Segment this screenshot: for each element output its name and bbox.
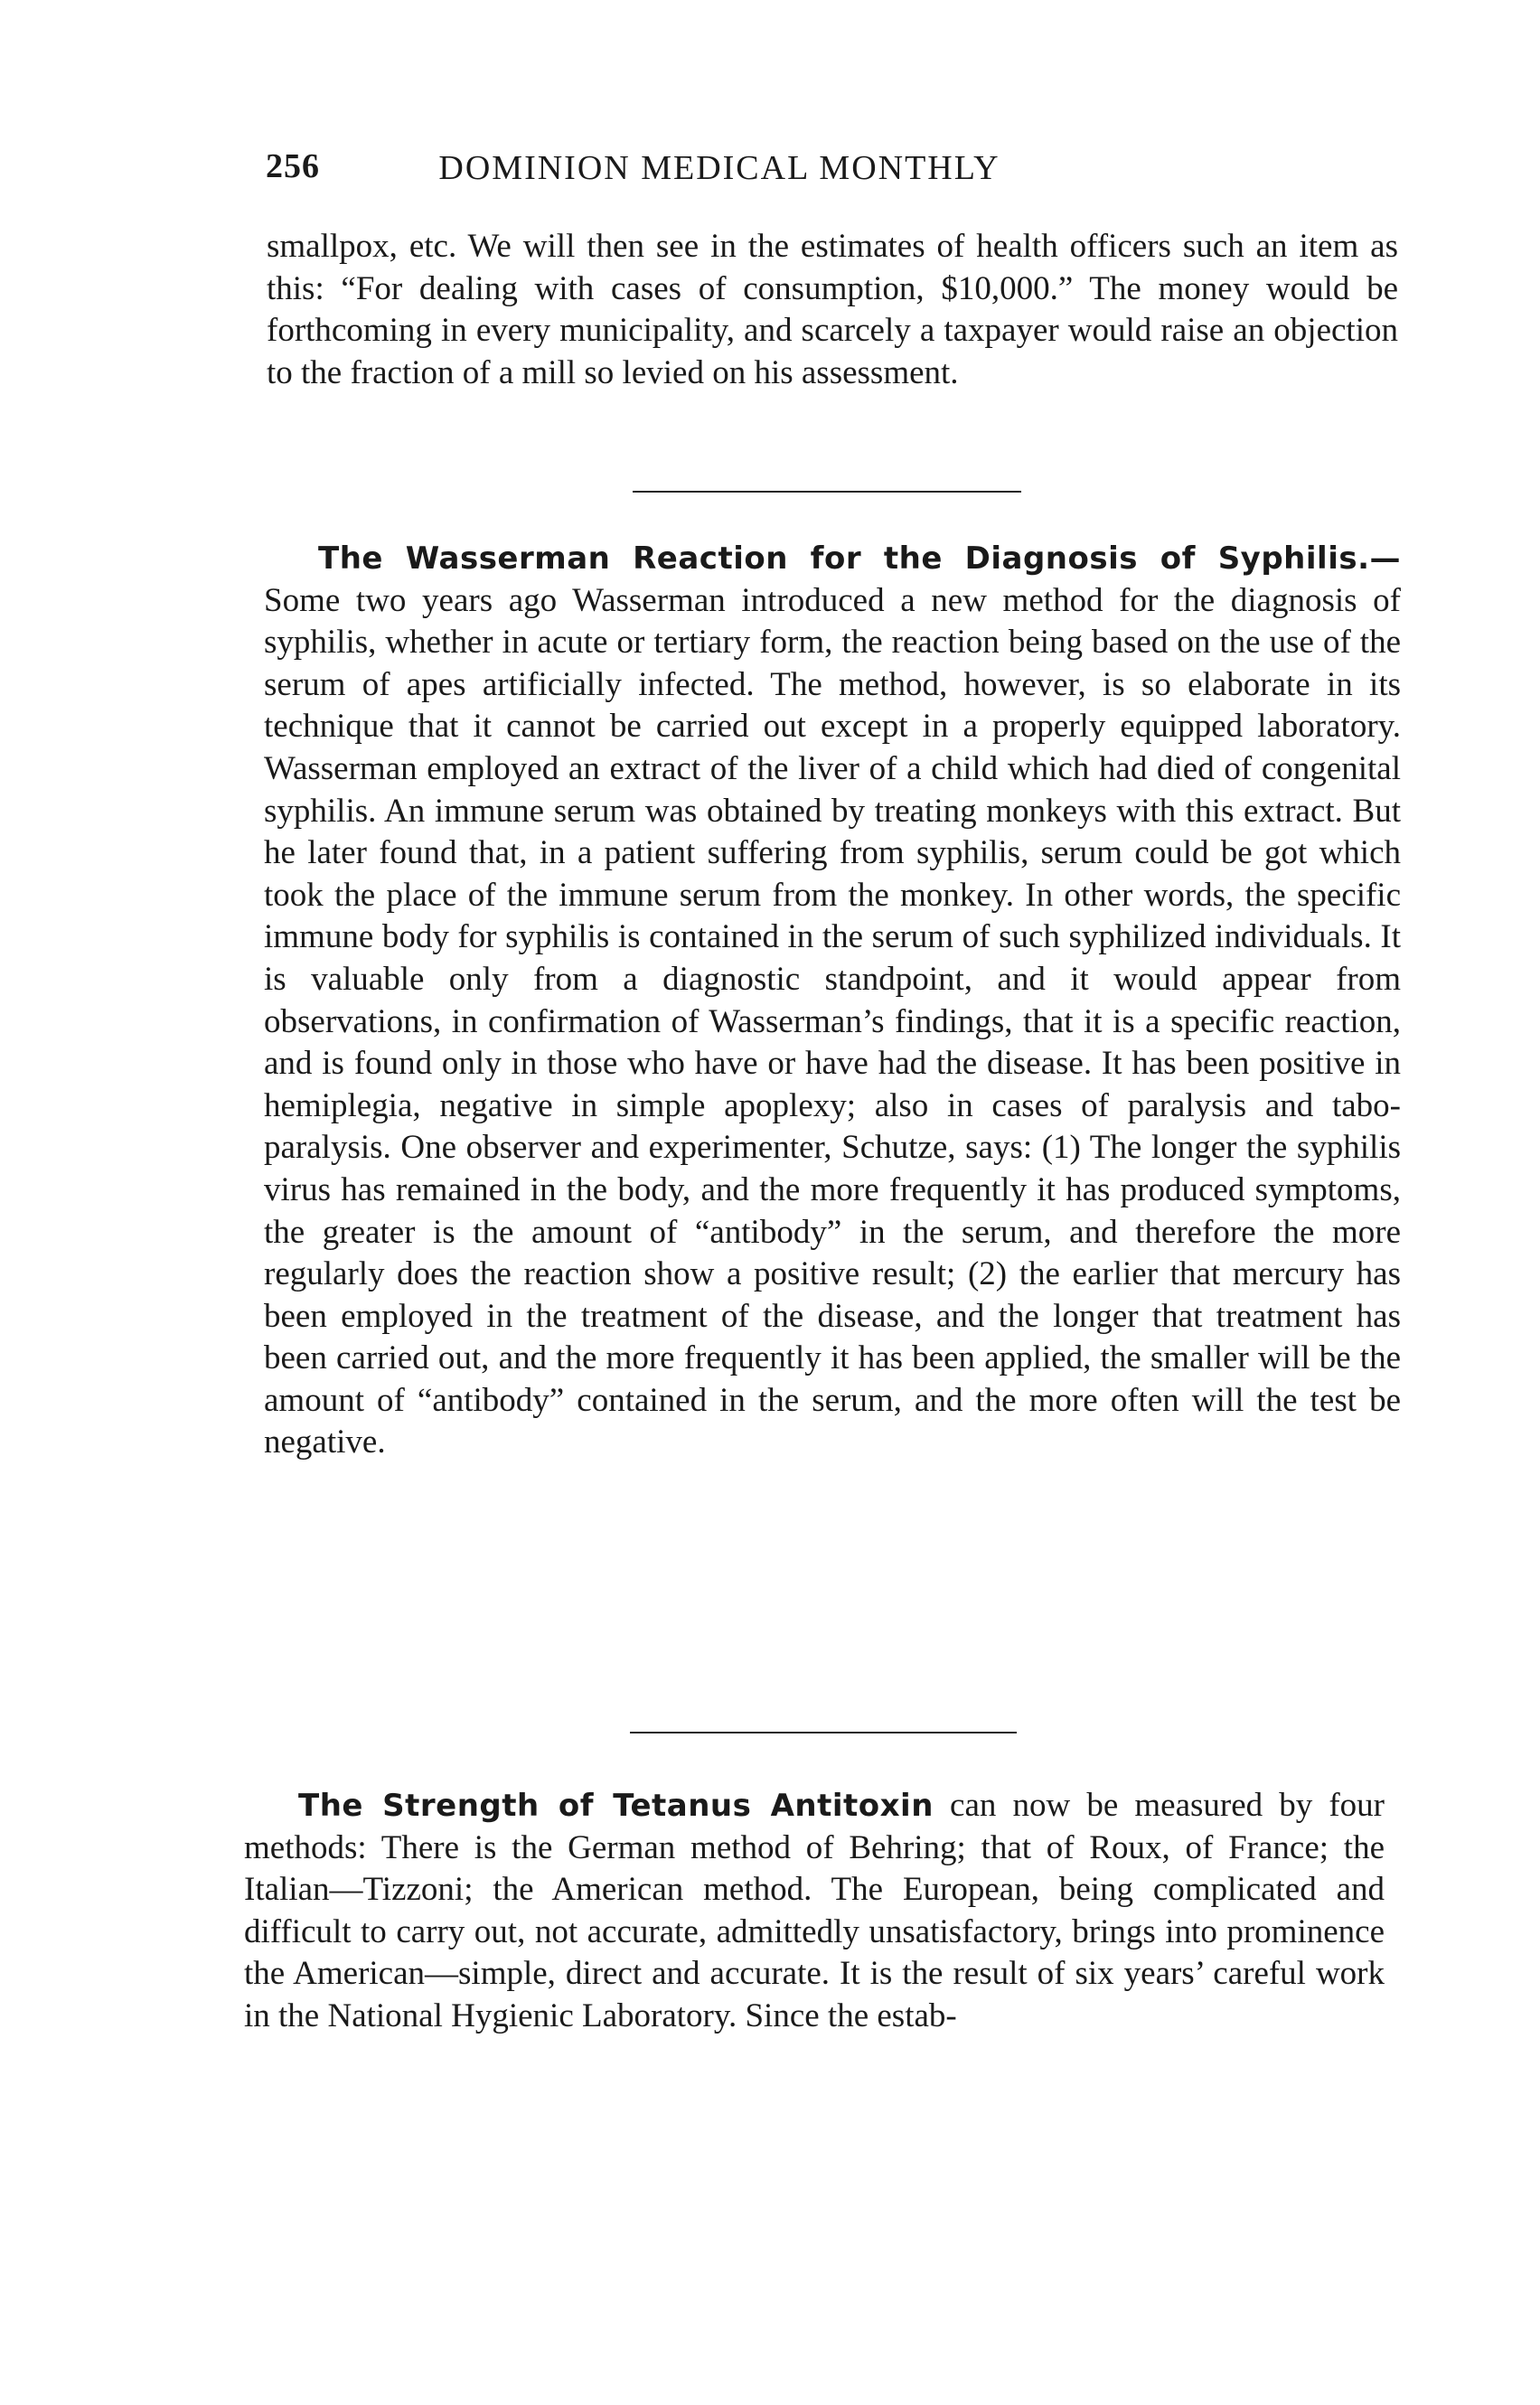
running-head xyxy=(262,146,1177,192)
section-divider xyxy=(630,1732,1017,1733)
journal-title: DOMINION MEDICAL MONTHLY xyxy=(438,149,1000,187)
paragraph-text: smallpox, etc. We will then see in the estimates of health officers such an item as this: “For dealing with cases of consumption, $10,000.” The money would be forthcoming in every municipality, and scarcely a taxpayer would raise an objection to the fraction of a mill so levied on his assessment. xyxy=(267,228,1398,391)
article-tetanus-paragraph xyxy=(244,1785,1385,2038)
paragraph-text: can now be measured by four methods: There is the German method of Behring; that of Roux, of France; the Italian—Tizzoni; the American method. The European, being complicated and difficult to carry out, not accurate, admittedly unsatisfactory, brings into prominence the American—simple, direct and accurate. It is the result of six years’ careful work in the National Hygienic Laboratory. Since the estab- xyxy=(244,1787,1385,2034)
section-divider xyxy=(633,491,1021,493)
page-number: 256 xyxy=(266,147,320,185)
paragraph-text: Some two years ago Wasserman introduced a new method for the diagnosis of syphilis, whether in acute or tertiary form, the reaction being based on the use of the serum of apes artificially infected. The method, however, is so elaborate in its technique that it cannot be carried out except in a properly equipped laboratory. Wasserman employed an extract of the liver of a child which had died of congenital syphilis. An immune serum was obtained by treating monkeys with this extract. But he later found that, in a patient suffering from syphilis, serum could be got which took the place of the immune serum from the monkey. In other words, the specific immune body for syphilis is contained in the serum of such syphilized individuals. It is valuable only from a diagnostic standpoint, and it would appear from observations, in confirmation of Wasserman’s findings, that it is a specific reaction, and is found only in those who have or have had the disease. It has been positive in hemiplegia, negative in simple apoplexy; also in cases of paralysis and tabo-paralysis. One observer and experimenter, Schutze, says: (1) The longer the syphilis virus has remained in the body, and the more frequently it has produced symptoms, the greater is the amount of “antibody” in the serum, and therefore the more regularly does the reaction show a positive result; (2) the earlier that mercury has been employed in the treatment of the disease, and the longer that treatment has been carried out, and the more frequently it has been applied, the smaller will be the amount of “antibody” contained in the serum, and the more often will the test be negative. xyxy=(264,581,1401,1461)
article-wasserman-paragraph xyxy=(264,538,1401,1464)
article-continuation-paragraph xyxy=(267,226,1398,394)
article-heading: The Strength of Tetanus Antitoxin xyxy=(298,1788,934,1824)
article-heading: The Wasserman Reaction for the Diagnosis of Syphilis.— xyxy=(318,540,1401,577)
